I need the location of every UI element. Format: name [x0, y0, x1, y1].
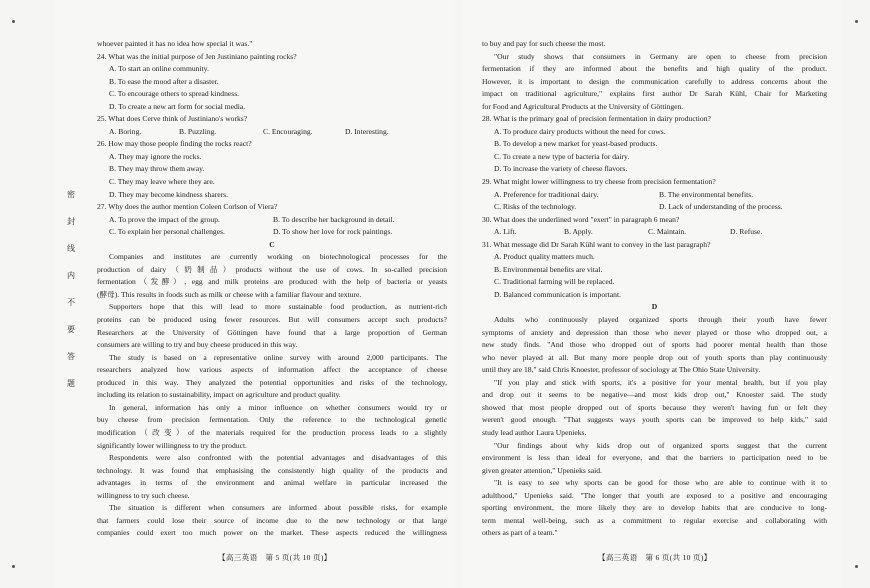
question-line: 27. Why does the author mention Coleen Corlson of Viera?	[97, 202, 278, 212]
text-line: symptoms of anxiety and depression than those who never played or those who dropped out, a	[482, 327, 827, 337]
option-text: D. Interesting.	[345, 126, 389, 136]
option-row	[97, 214, 447, 227]
text-line: Researchers at the University of Göttingen have found that a large proportion of German	[97, 327, 447, 337]
binding-char: 题	[67, 379, 75, 388]
text-line: The study is based on a representative online survey with around 2,000 participants. The	[109, 352, 447, 362]
option-text: D. To show her love for rock paintings.	[273, 227, 393, 237]
option-row	[97, 226, 447, 239]
option-text: C. Encouraging.	[263, 126, 313, 136]
binding-char: 线	[67, 244, 75, 253]
text-line: Adults who continuously played organized sports through their youth have fewer	[494, 315, 827, 325]
option-row	[482, 189, 827, 202]
option-text: C. To explain her personal challenges.	[109, 227, 225, 237]
scan-mark	[855, 565, 858, 568]
section-heading: D	[651, 302, 658, 312]
text-line: significantly lower willingness to try the product.	[97, 440, 247, 450]
option-row	[482, 201, 827, 214]
text-line: weren't good enough. "That suggests ways youth sports can be improved to help kids," said	[482, 415, 827, 425]
text-line: consumers are willing to try and buy cheese produced in this way.	[97, 340, 298, 350]
text-line: production of dairy（奶制品）products without the use of cows. In so-called precision	[97, 264, 447, 274]
text-line: However, it is important to design the communication carefully to address concerns about the	[482, 76, 827, 86]
option-text: D. Lack of understanding of the process.	[659, 202, 783, 212]
question-line: 30. What does the underlined word "exert" in paragraph 6 mean?	[482, 214, 680, 224]
option-line: B. To develop a new market for yeast-based products.	[494, 139, 658, 149]
text-line: buy cheese from precision fermentation. Only the reference to the technological genetic	[97, 415, 447, 425]
option-line: A. To start an online community.	[109, 64, 209, 74]
question-line: 25. What does Cerve think of Justiniano's works?	[97, 114, 248, 124]
section-heading: C	[269, 239, 275, 249]
binding-char: 答	[67, 352, 75, 361]
text-line: fermentation if they are informed about the benefits and high quality of the product.	[482, 64, 827, 74]
option-text: C. Maintain.	[648, 227, 687, 237]
text-line: "Our study shows that consumers in Germany are open to cheese from precision	[494, 51, 827, 61]
question-line: 26. How may those people finding the rocks react?	[97, 139, 252, 149]
option-line: B. They may throw them away.	[109, 164, 205, 174]
option-line: D. They may become kindness sharers.	[109, 189, 229, 199]
text-line: environment is less than ideal for everyone, and that the barriers to participation need to be	[482, 453, 827, 463]
question-line: 29. What might lower willingness to try cheese from precision fermentation?	[482, 177, 716, 187]
text-line: Companies and institutes are currently working on biotechnological processes for the	[109, 252, 447, 262]
text-line: impact on traditional agriculture," explains first author Dr Sarah Kühl, Chair for Marketing	[482, 89, 827, 99]
option-text: A. Lift.	[494, 227, 517, 237]
option-line: A. Product quality matters much.	[494, 252, 595, 262]
text-line: researchers analyzed how various aspects of information affect the acceptance of cheese	[97, 365, 447, 375]
option-line: A. They may ignore the rocks.	[109, 151, 202, 161]
text-line: and drop out it seems to be negative—and most kids drop out," Knoester said. The study	[482, 390, 827, 400]
option-text: A. Boring.	[109, 126, 142, 136]
question-line: 24. What was the initial purpose of Jen Justiniano painting rocks?	[97, 51, 297, 61]
scan-mark	[855, 20, 858, 23]
text-line: term mental well-being, such as a commitment to regular exercise and collaborating with	[482, 515, 827, 525]
text-line: including its relation to sustainability, impact on agriculture and product quality.	[97, 390, 341, 400]
text-line: new study finds. "And those who dropped out of sports had poorer mental health than those	[482, 340, 827, 350]
option-text: A. To prove the impact of the group.	[109, 214, 220, 224]
option-line: D. To create a new art form for social media.	[109, 101, 246, 111]
text-line: to buy and pay for such cheese the most.	[482, 39, 606, 48]
binding-char: 内	[67, 271, 75, 280]
text-line: "If you play and stick with sports, it's a positive for your mental health, but if you play	[494, 377, 827, 387]
text-line: produced in this way. They analyzed the potential opportunities and risks of the technology,	[97, 377, 447, 387]
text-line: willingness to try such cheese.	[97, 490, 190, 500]
option-line: D. Balanced communication is important.	[494, 289, 621, 299]
option-row	[97, 126, 447, 139]
option-text: B. The environmental benefits.	[659, 189, 754, 199]
text-line: for Food and Agricultural Products at the University of Göttingen.	[482, 101, 684, 111]
binding-char: 要	[67, 325, 75, 334]
binding-char: 密	[67, 190, 75, 199]
text-line: advantages in terms of the environment and animal welfare in particular increased the	[97, 478, 447, 488]
binding-char: 封	[67, 217, 75, 226]
text-line: companies could exert too much power on the market. These aspects reduced the willingness	[97, 528, 447, 538]
option-text: B. To describe her background in detail.	[273, 214, 395, 224]
text-line: sporting environment, the more likely they are to develop habits that are conducive to long-	[482, 503, 827, 513]
text-line: whoever painted it has no idea how special it was."	[97, 39, 253, 48]
binding-char: 不	[67, 298, 75, 307]
text-line: modification（改变）of the materials required for the production process leads to a slightly	[97, 427, 447, 437]
option-line: A. To produce dairy products without the need for cows.	[494, 126, 666, 136]
text-line: proteins can be produced using fewer resources. But will consumers accept such products?	[97, 315, 447, 325]
text-line: until they are 18," said Chris Knoester, professor of sociology at The Ohio State University.	[482, 365, 761, 375]
text-line: who never played at all. But many more people drop out of youth sports than play continuously	[482, 352, 827, 362]
text-line: others as part of a team."	[482, 528, 558, 538]
binding-margin	[66, 190, 76, 406]
option-line: C. Traditional farming will be replaced.	[494, 277, 615, 287]
left-column	[97, 38, 447, 540]
text-line: "Our findings about why kids drop out of organized sports suggest that the current	[494, 440, 827, 450]
text-line: Supporters hope that this will lead to more sustainable food production, as nutrient-rich	[109, 302, 447, 312]
option-text: A. Preference for traditional dairy.	[494, 189, 599, 199]
option-line: B. To ease the mood after a disaster.	[109, 76, 219, 86]
option-text: C. Risks of the technology.	[494, 202, 577, 212]
text-line: fermentation（发酵）, egg and milk proteins are produced with the help of bacteria or yeasts	[97, 277, 447, 287]
question-line: 28. What is the primary goal of precision fermentation in dairy production?	[482, 114, 711, 124]
text-line: study lead author Laura Upenieks.	[482, 427, 587, 437]
option-text: B. Apply.	[564, 227, 593, 237]
text-line: Respondents were also confronted with the potential advantages and disadvantages of this	[109, 453, 447, 463]
option-line: C. To encourage others to spread kindness.	[109, 89, 240, 99]
option-line: C. They may leave where they are.	[109, 177, 215, 187]
text-line: showed that most people dropped out of sports because they weren't having fun or felt they	[482, 402, 827, 412]
option-text: D. Refuse.	[730, 227, 763, 237]
text-line: technology. It was found that emphasising the consistently high quality of the products and	[97, 465, 447, 475]
scan-mark	[12, 565, 15, 568]
text-line: In general, information has only a minor influence on whether consumers would try or	[109, 402, 447, 412]
text-line: "It is easy to see why sports can be good for those who are able to continue with it to	[494, 478, 827, 488]
text-line: adulthood," Upenieks said. "The longer that youth are exposed to a positive and encouraging	[482, 490, 827, 500]
option-line: B. Environmental benefits are vital.	[494, 264, 603, 274]
text-line: given greater attention," Upenieks said.	[482, 465, 602, 475]
option-row	[482, 226, 827, 239]
option-line: D. To increase the variety of cheese flavors.	[494, 164, 628, 174]
question-line: 31. What message did Dr Sarah Kühl want to convey in the last paragraph?	[482, 239, 711, 249]
text-line: (酵母). This results in foods such as milk or cheese with a familiar flavour and texture.	[97, 289, 362, 299]
option-line: C. To create a new type of bacteria for dairy.	[494, 151, 630, 161]
right-footer: 【高三英语 第 6 页(共 10 页)】	[598, 553, 712, 562]
left-footer: 【高三英语 第 5 页(共 10 页)】	[218, 553, 332, 562]
text-line: The situation is different when consumers are informed about possible risks, for example	[109, 503, 447, 513]
right-column	[482, 38, 827, 540]
text-line: that farmers could lose their source of income due to the new technology or that large	[97, 515, 447, 525]
scan-mark	[12, 20, 15, 23]
option-text: B. Puzzling.	[179, 126, 217, 136]
